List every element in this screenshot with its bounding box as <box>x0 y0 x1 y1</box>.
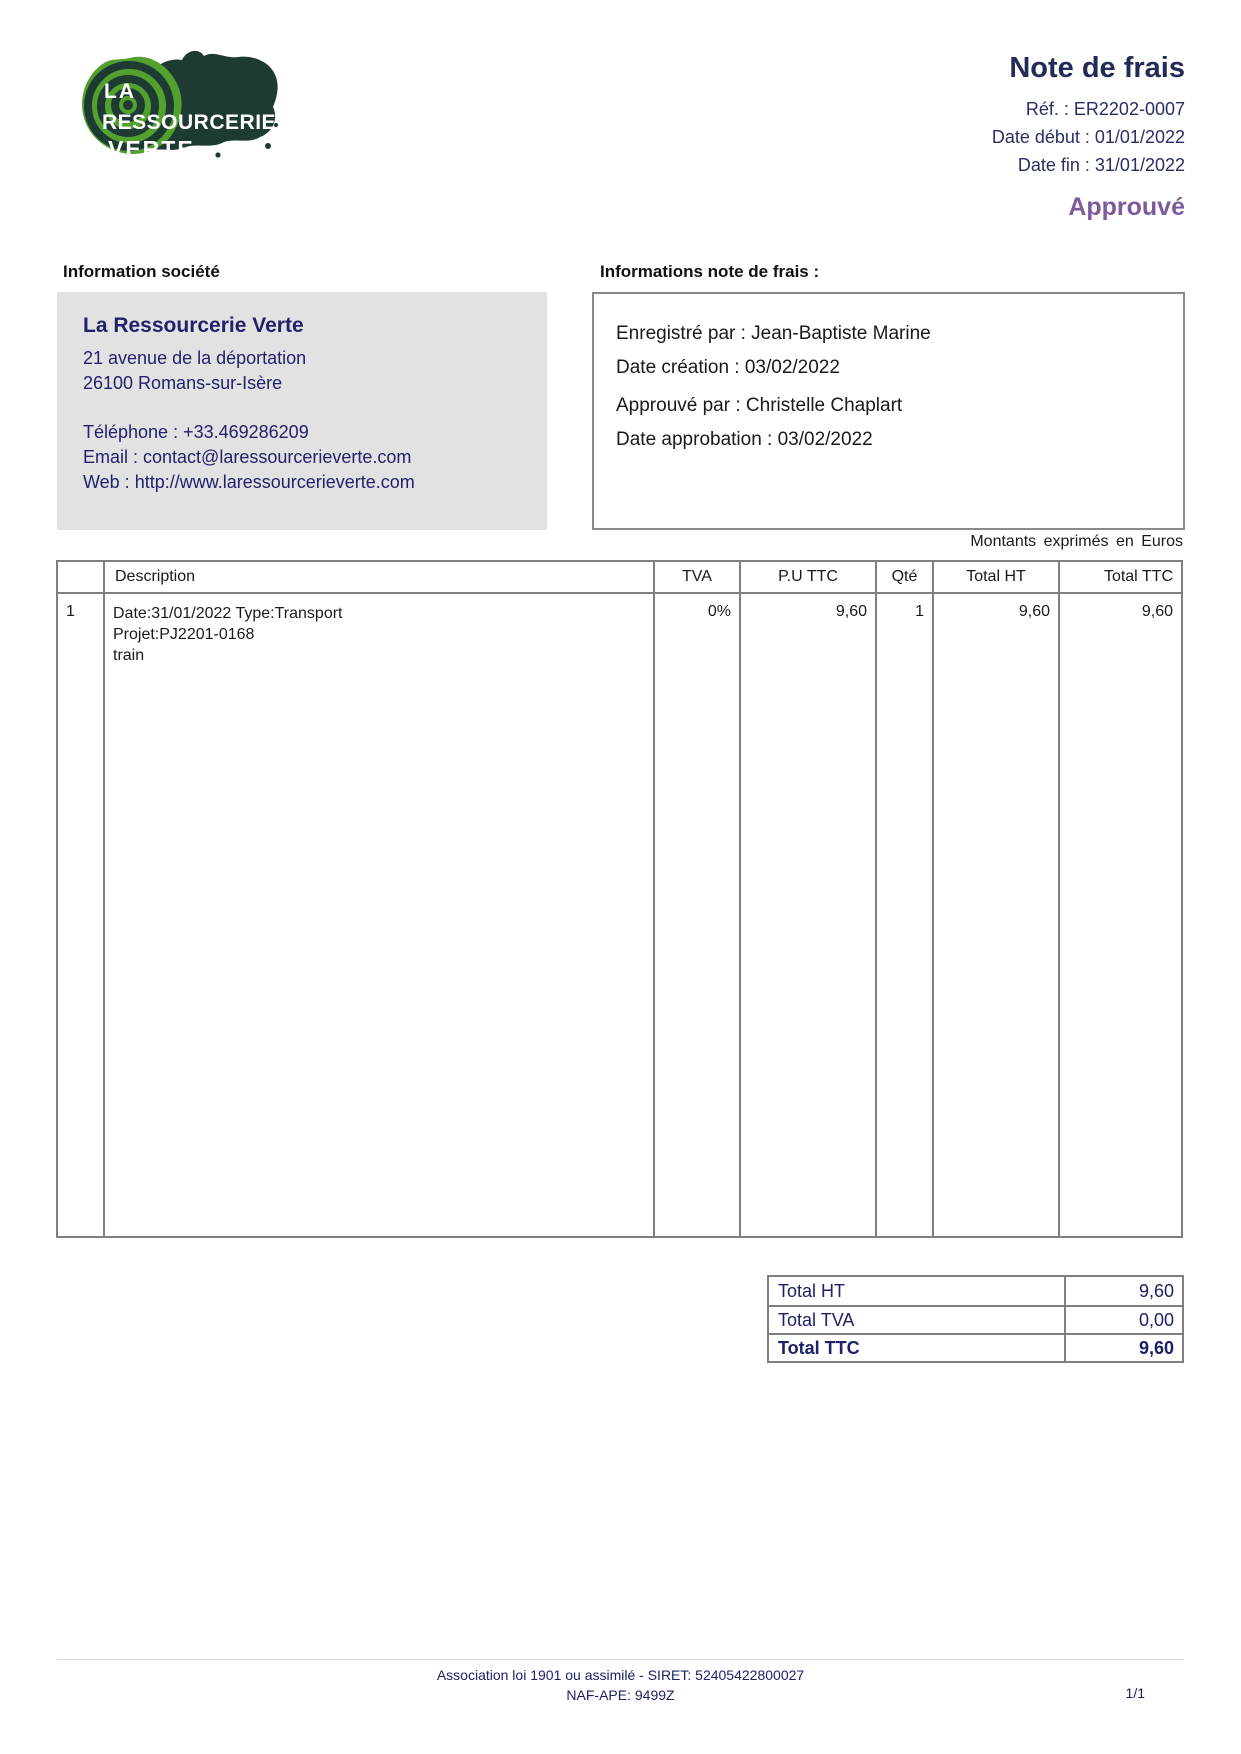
document-title: Note de frais <box>1009 52 1185 84</box>
document-header <box>992 52 1185 222</box>
total-tva-label: Total TVA <box>769 1307 1066 1333</box>
logo-text-ressourcerie: RESSOURCERIE <box>102 111 277 134</box>
document-reference: Réf. : ER2202-0007 <box>1025 99 1185 119</box>
logo-splatter <box>265 143 271 149</box>
expense-items-table <box>56 560 1183 1238</box>
table-row <box>58 594 1181 1236</box>
header-cell-tva: TVA <box>655 562 741 592</box>
logo-spiral <box>88 65 170 147</box>
company-address-line2: 26100 Romans-sur-Isère <box>83 373 283 393</box>
currency-note: Montants exprimés en Euros <box>970 533 1183 550</box>
company-address-line1: 21 avenue de la déportation <box>83 348 307 368</box>
header-cell-index <box>58 562 105 592</box>
cell-pu-ttc: 9,60 <box>741 594 877 1236</box>
spacer <box>616 346 1167 356</box>
spacer <box>83 396 527 420</box>
approval-date: Date approbation : 03/02/2022 <box>616 429 873 450</box>
total-ht-row <box>769 1277 1182 1305</box>
description-line: Projet:PJ2201-0168 <box>113 626 255 643</box>
header-cell-total-ttc: Total TTC <box>1103 568 1173 585</box>
logo-splatter <box>215 152 220 157</box>
total-ttc-row <box>769 1333 1182 1361</box>
logo-text-verte: VERTE <box>108 136 195 162</box>
header-cell-total-ht: Total HT <box>934 562 1060 592</box>
header-cell-description: Description <box>105 562 655 592</box>
cell-tva: 0% <box>655 594 741 1236</box>
creation-date: Date création : 03/02/2022 <box>616 357 840 378</box>
company-name: La Ressourcerie Verte <box>83 314 304 337</box>
cell-description <box>105 594 655 1236</box>
period-end-date: Date fin : 31/01/2022 <box>1017 155 1185 175</box>
cell-row-number: 1 <box>58 594 105 1236</box>
approved-by: Approuvé par : Christelle Chaplart <box>616 395 903 416</box>
description-line: Date:31/01/2022 Type:Transport <box>113 605 343 622</box>
document-meta <box>992 95 1185 179</box>
company-info-box <box>57 292 547 530</box>
spacer <box>616 418 1167 428</box>
header-cell-pu-ttc: P.U TTC <box>741 562 877 592</box>
company-website: Web : http://www.laressourcerieverte.com <box>83 472 415 492</box>
cell-total-ttc: 9,60 <box>1141 603 1173 620</box>
company-email: Email : contact@laressourcerieverte.com <box>83 447 412 467</box>
description-line: train <box>113 647 145 664</box>
company-logo <box>68 46 280 168</box>
total-ttc-label: Total TTC <box>769 1335 1066 1361</box>
company-section-label: Information société <box>63 262 220 281</box>
total-ttc-value: 9,60 <box>1138 1337 1174 1358</box>
total-ht-value: 9,60 <box>1138 1280 1174 1301</box>
header-cell-qty: Qté <box>877 562 934 592</box>
note-info-box <box>592 292 1185 530</box>
totals-table <box>767 1275 1184 1363</box>
period-start-date: Date début : 01/01/2022 <box>991 127 1185 147</box>
footer-legal <box>0 1665 1241 1705</box>
total-tva-value: 0,00 <box>1138 1309 1174 1330</box>
cell-qty: 1 <box>877 594 934 1236</box>
total-tva-row <box>769 1305 1182 1333</box>
cell-total-ht: 9,60 <box>934 594 1060 1236</box>
company-phone: Téléphone : +33.469286209 <box>83 422 309 442</box>
total-ht-label: Total HT <box>769 1277 1066 1305</box>
footer-divider <box>57 1659 1184 1660</box>
status-badge: Approuvé <box>1068 193 1185 221</box>
table-header-row <box>58 562 1181 594</box>
note-info-section-label: Informations note de frais : <box>600 262 820 281</box>
footer-association-siret: Association loi 1901 ou assimilé - SIRET: 52405422800027 <box>436 1667 805 1683</box>
page-number: 1/1 <box>1125 1685 1145 1701</box>
logo-text-la: LA <box>104 80 136 103</box>
registered-by: Enregistré par : Jean-Baptiste Marine <box>616 323 931 344</box>
footer-naf-ape: NAF-APE: 9499Z <box>566 1687 675 1703</box>
spacer <box>616 380 1167 394</box>
